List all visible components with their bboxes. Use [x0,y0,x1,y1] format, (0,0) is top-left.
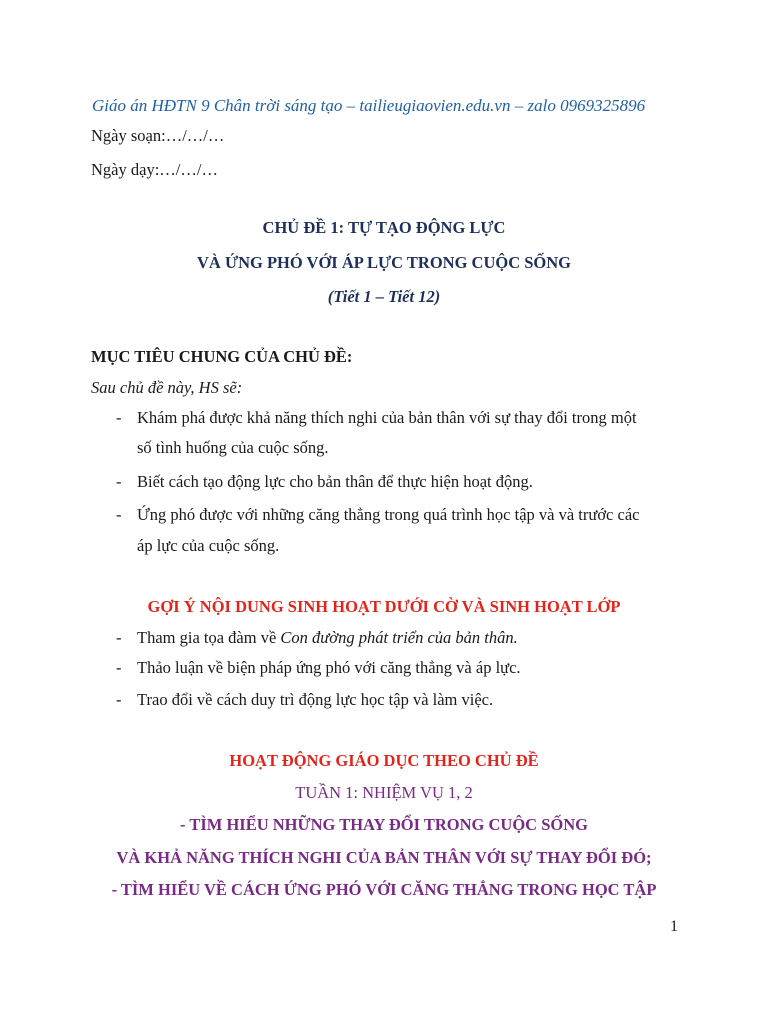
suggestion-item-3-text: Trao đổi về cách duy trì động lực học tập và làm việc. [137,690,494,709]
suggestion-item-2-text: Thảo luận về biện pháp ứng phó với căng thẳng và áp lực. [137,658,521,677]
bullet-dash: - [116,628,122,647]
date-prepared: Ngày soạn:…/…/… [91,126,225,145]
topic-periods: (Tiết 1 – Tiết 12) [327,287,441,306]
bullet-dash: - [116,690,122,709]
topic-title-line2: VÀ ỨNG PHÓ VỚI ÁP LỰC TRONG CUỘC SỐNG [196,253,572,272]
activities-line1: - TÌM HIỂU NHỮNG THAY ĐỔI TRONG CUỘC SỐNG [180,815,588,834]
header-link[interactable]: Giáo án HĐTN 9 Chân trời sáng tạo – tailieugiaovien.edu.vn – zalo 0969325896 [92,96,646,115]
date-taught: Ngày dạy:…/…/… [91,160,218,179]
objective-item-3-line2: áp lực của cuộc sống. [137,536,280,555]
activities-line2: VÀ KHẢ NĂNG THÍCH NGHI CỦA BẢN THÂN VỚI SỰ THAY ĐỔI ĐÓ; [116,848,652,867]
activities-heading: HOẠT ĐỘNG GIÁO DỤC THEO CHỦ ĐỀ [229,751,539,770]
page-number: 1 [670,918,678,935]
objectives-intro: Sau chủ đề này, HS sẽ: [91,378,243,397]
objective-item-3-line1: Ứng phó được với những căng thẳng trong quá trình học tập và và trước các [137,505,640,524]
activities-line3: - TÌM HIỂU VỀ CÁCH ỨNG PHÓ VỚI CĂNG THẲNG TRONG HỌC TẬP [111,880,657,899]
objectives-heading: MỤC TIÊU CHUNG CỦA CHỦ ĐỀ: [91,347,353,366]
suggestion-item-1-text [137,628,518,648]
bullet-dash: - [116,658,122,677]
bullet-dash: - [116,505,122,524]
bullet-dash: - [116,472,122,491]
objective-item-1-line2: số tình huống của cuộc sống. [137,438,329,457]
topic-title-line1: CHỦ ĐỀ 1: TỰ TẠO ĐỘNG LỰC [262,218,506,237]
bullet-dash: - [116,408,122,427]
suggestion-item-1-italic: Con đường phát triển của bản thân. [280,628,518,647]
objective-item-1-line1: Khám phá được khả năng thích nghi của bản thân với sự thay đổi trong một [137,408,637,427]
suggestion-item-1-prefix: Tham gia tọa đàm về [137,628,281,647]
activities-week: TUẦN 1: NHIỆM VỤ 1, 2 [295,783,473,802]
suggestions-heading: GỢI Ý NỘI DUNG SINH HOẠT DƯỚI CỜ VÀ SINH HOẠT LỚP [147,597,621,616]
objective-item-2-line1: Biết cách tạo động lực cho bản thân để thực hiện hoạt động. [137,472,533,491]
